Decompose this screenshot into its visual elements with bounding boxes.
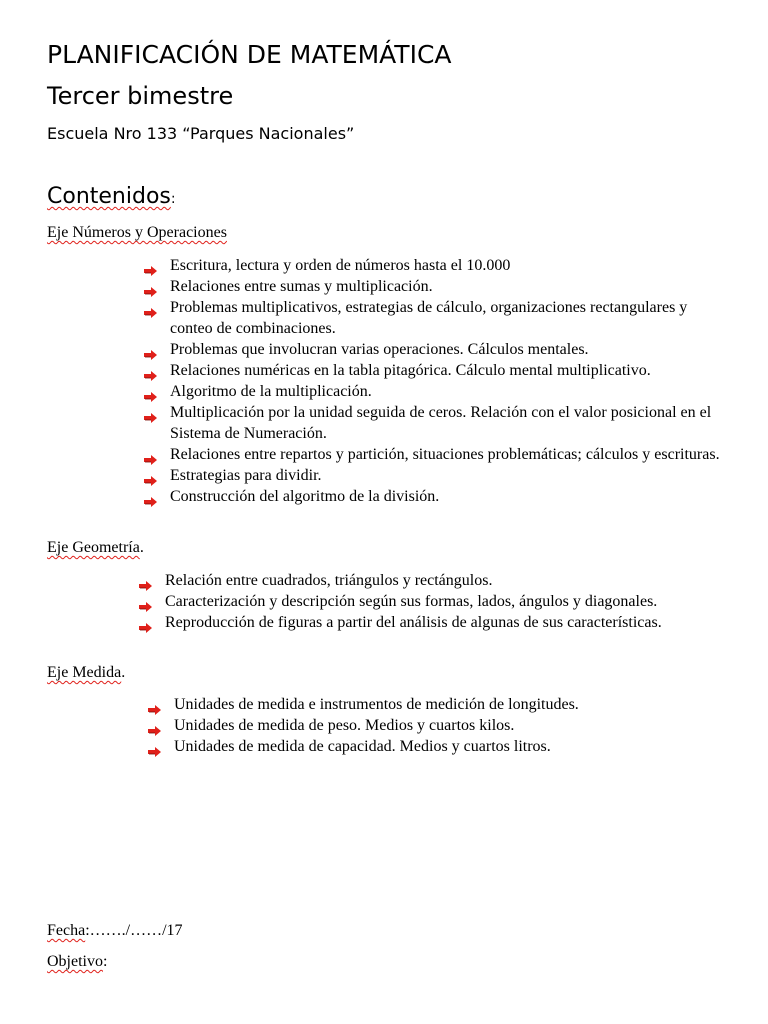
contenidos-label: Contenidos (47, 184, 171, 209)
list-item (170, 255, 730, 276)
fecha-label: Fecha (47, 922, 86, 939)
list-item-text: Construcción del algoritmo de la división. (170, 488, 440, 505)
fecha-value: :……./……/17 (85, 922, 183, 939)
list-item-text: Relaciones numéricas en la tabla pitagórica. Cálculo mental multiplicativo. (170, 362, 651, 379)
eje-geometria-heading (47, 539, 144, 557)
list-item-text: Relaciones entre sumas y multiplicación. (170, 278, 433, 295)
eje-geometria-list (165, 570, 735, 633)
contenidos-colon: : (170, 191, 176, 207)
contenidos-heading (47, 184, 176, 209)
list-item-text: Unidades de medida de capacidad. Medios y cuartos litros. (174, 738, 551, 755)
right-arrow-bullet-icon (144, 261, 158, 271)
list-item (170, 339, 730, 360)
list-item (170, 297, 730, 339)
eje-medida-suffix: . (121, 664, 126, 681)
right-arrow-bullet-icon (144, 408, 158, 418)
list-item (170, 465, 730, 486)
list-item (170, 360, 730, 381)
eje-numeros-label: Eje Números y Operaciones (47, 224, 227, 241)
list-item-text: Problemas que involucran varias operaciones. Cálculos mentales. (170, 341, 589, 358)
list-item-text: Relaciones entre repartos y partición, situaciones problemáticas; cálculos y escrituras. (170, 446, 720, 463)
list-item (174, 694, 734, 715)
eje-medida-list (174, 694, 734, 757)
right-arrow-bullet-icon (144, 282, 158, 292)
list-item-text: Relación entre cuadrados, triángulos y rectángulos. (165, 572, 493, 589)
list-item-text: Unidades de medida e instrumentos de medición de longitudes. (174, 696, 579, 713)
school-name: Escuela Nro 133 “Parques Nacionales” (47, 124, 355, 143)
list-item-text: Unidades de medida de peso. Medios y cuartos kilos. (174, 717, 515, 734)
list-item (174, 736, 734, 757)
list-item-text: Algoritmo de la multiplicación. (170, 383, 372, 400)
right-arrow-bullet-icon (144, 366, 158, 376)
list-item-text: Problemas multiplicativos, estrategias de cálculo, organizaciones rectangulares y conteo de combinaciones. (170, 299, 688, 337)
right-arrow-bullet-icon (144, 303, 158, 313)
list-item (170, 381, 730, 402)
right-arrow-bullet-icon (139, 618, 153, 628)
objetivo-line (47, 953, 107, 971)
right-arrow-bullet-icon (139, 576, 153, 586)
list-item-text: Multiplicación por la unidad seguida de ceros. Relación con el valor posicional en el Sistema de Numeración. (170, 404, 712, 442)
list-item-text: Reproducción de figuras a partir del análisis de algunas de sus características. (165, 614, 662, 631)
right-arrow-bullet-icon (144, 345, 158, 355)
page-title: PLANIFICACIÓN DE MATEMÁTICA (47, 40, 452, 69)
right-arrow-bullet-icon (144, 450, 158, 460)
list-item (170, 486, 730, 507)
right-arrow-bullet-icon (139, 597, 153, 607)
eje-numeros-list (170, 255, 730, 507)
right-arrow-bullet-icon (148, 742, 162, 752)
right-arrow-bullet-icon (148, 700, 162, 710)
eje-medida-label: Eje Medida (47, 664, 122, 681)
right-arrow-bullet-icon (144, 387, 158, 397)
list-item-text: Estrategias para dividir. (170, 467, 322, 484)
right-arrow-bullet-icon (148, 721, 162, 731)
objetivo-colon: : (103, 953, 108, 970)
list-item (170, 402, 730, 444)
eje-geometria-label: Eje Geometría (47, 539, 140, 556)
list-item (170, 444, 730, 465)
list-item-text: Caracterización y descripción según sus formas, lados, ángulos y diagonales. (165, 593, 658, 610)
list-item-text: Escritura, lectura y orden de números hasta el 10.000 (170, 257, 511, 274)
page-subtitle: Tercer bimestre (47, 82, 234, 110)
fecha-line (47, 922, 183, 940)
eje-numeros-heading (47, 224, 227, 242)
eje-medida-heading (47, 664, 125, 682)
list-item (174, 715, 734, 736)
objetivo-label: Objetivo (47, 953, 103, 970)
list-item (165, 591, 735, 612)
list-item (165, 612, 735, 633)
list-item (165, 570, 735, 591)
right-arrow-bullet-icon (144, 492, 158, 502)
list-item (170, 276, 730, 297)
right-arrow-bullet-icon (144, 471, 158, 481)
eje-geometria-suffix: . (139, 539, 144, 556)
